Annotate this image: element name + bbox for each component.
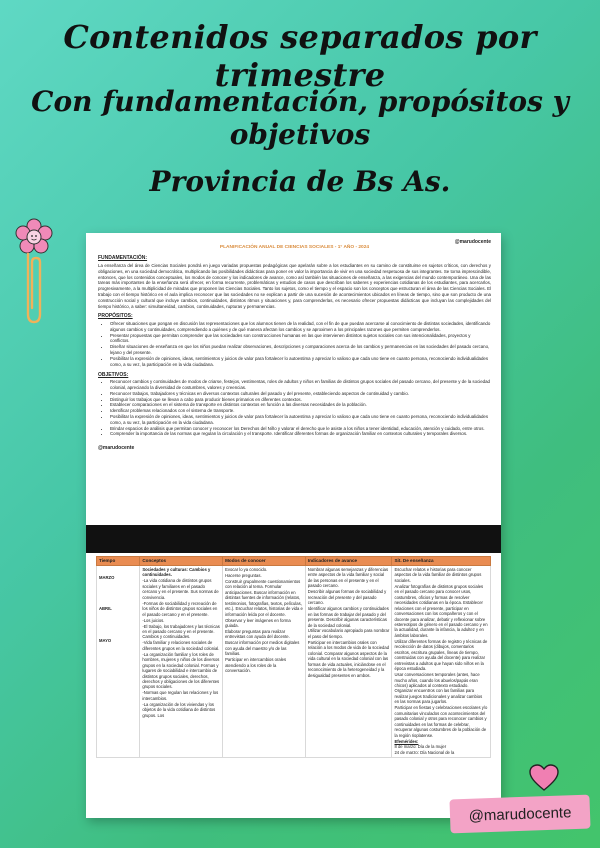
document-preview [86,233,501,818]
list-item: Hacerse preguntas. [225,572,262,578]
list-item: Participar en intercambios orales con relación a los modos de vida de la sociedad colonial. Comparar algunos aspectos de la vida cultural en la sociedad colonial con las formas de vida actuales, iniciándose en el reconocimiento de la heterogeneidad y la desigualdad presentes en ambos. [307,639,390,678]
modos-cell [223,565,306,757]
planning-table-page [96,556,491,818]
months-cell [97,565,140,757]
month-label: MARZO [99,574,115,580]
list-item: -Los juicios. [142,617,165,623]
list-item: Buscar información por medios digitales con ayuda del maestro y/o de las familias. [225,640,300,657]
plan-title: PLANIFICACIÓN ANUAL DE CIENCIAS SOCIALES - 1° AÑO - 2024 [219,245,370,250]
list-item: Identificar algunos cambios y continuidades en las formas de trabajar del pasado y del presente. Describir algunas características de la sociedad colonial. [307,606,389,628]
list-item: -La organización familiar y los roles de hombres, mujeres y niños de los diversos grupos en la sociedad colonial. Formas y lugares de sociabilidad e intercambio de distintos grupos sociales, derechos, derechos y obligaciones de los diferentes grupos sociales. [142,651,220,690]
list-item: • Distinguir los trabajos que se llevan a cabo para producir bienes primarios en diferentes contextos. [110,397,491,403]
fundamentacion-text: La enseñanza del área de Ciencias Sociales pondrá en juego variadas propuestas pedagógicas que apelarán sobre a los estudiantes en su camino de constituirse en sujetos críticos, con derechos y obligaciones, en una sociedad democrática, multiplicando las posibilidades didácticas para poner en valor la importancia de vivir en una sociedad respetuosa de sus integrantes. Se torna imprescindible, entonces, que los contenidos conceptuales, los modos de conocer y los indicadores de avance, como así también las situaciones de enseñanza, a las exigencias del mundo contemporáneo. Una de las tareas más importantes de la enseñanza será ofrecer, en forma recurrente, problemáticas y estudios de casos que describan los saberes y experiencias cotidianas de los estudiantes, para acercarlos, progresivamente, a la multiplicidad de miradas que proponen las Ciencias Sociales. Tanto los sujetos, como el tiempo y el espacio son los conceptos que estructuran el área de las Ciencias Sociales. El trabajo con el tiempo histórico en el aula implica reconocer que las sociedades no se explican a partir de una sucesión de acontecimientos ubicados en líneas de tiempo, sino que son producto de una construcción social y cultural que incluye cambios, continuidades, distintos ritmos y situaciones y, para comprenderlas, es necesario ofrecer propuestas didácticas que incluyan las complejidades del tiempo histórico, a saber: simultaneidad, cambios, continuidades, rupturas y permanencias. [98,262,491,309]
efemerides-heading: Efemérides: [394,738,419,744]
column-header: Indicadores de avance [305,557,392,566]
list-item: 8 de marzo: Día de la mujer [394,744,447,750]
objetivos-list [98,379,491,437]
list-item: • Establecer comparaciones en el sistema de transporte en distintos contextos en función a las diversas necesidades de la población. [110,402,491,408]
title-line-3: Provincia de Bs As. [149,165,451,198]
table-header-row [97,557,491,566]
fundamentacion-heading: FUNDAMENTACIÓN: [98,255,148,262]
propositos-list [98,321,491,368]
list-item: Utilizar diferentes formas de registro y técnicas de recolección de datos (dibujos, comentarios escritos, escritura grupales, líneas de tiempo, construidas con ayuda del docente) para realizar entrevistas a adultos que hayan sido niños en la época estudiada. [394,638,488,672]
list-item: Escuchar relatos e historias para conocer aspectos de la vida familiar de distintos grupos sociales. [394,566,482,583]
list-item: Usar conversaciones temporales (antes, hace mucho años, cuando los abuelos/papás eran chicos) aplicados al contexto estudiado. Organizar encuentros con las familias para realizar juegos tradicionales y analizar cambios en las normas para jugarlos. [394,672,483,705]
propositos-heading: PROPÓSITOS: [98,313,133,320]
list-item: • Posibilitar la expresión de opiniones, ideas, sentimientos y juicios de valor para fortalecer lo autoestima y apreciar lo valioso que cada uno tiene en cuanto persona, reconociendo individualidades como, a su vez, la participación en la vida ciudadana. [110,356,491,368]
list-item: Observar y leer imágenes en forma guiada. [225,617,291,628]
indicadores-cell [305,565,392,757]
list-item: • Posibilitar la expresión de opiniones, ideas, sentimientos y juicios de valor para fortalecer la autoestima y apreciar lo valioso que cada uno tiene en cuanto persona, reconociendo individualidades como, a su vez, la participación en la vida ciudadana. [110,414,491,426]
situaciones-cell [392,565,491,757]
list-item: 24 de marzo: Día Nacional de la [394,750,455,756]
list-item: Describir algunas formas de sociabilidad y recreación del presente y del pasado cercano. [307,589,387,606]
heart-icon [528,762,560,794]
concept-heading: Sociedades y culturas: Cambios y continuidades. [142,566,211,578]
planning-page [98,239,491,539]
list-item: Analizar fotografías de distintos grupos sociales en el pasado cercano para conocer usos, costumbres, oficios y formas de resolver necesidades cotidianas en la época. Establecer relaciones con el presente, participar en conversaciones con los compañeros y con el docente para analizar, debatir y reflexionar sobre estereotipos de género en el pasado cercano y en la actualidad, durante la infancia, la adultez y en ámbitos laborales. [394,583,488,638]
planning-table [96,556,491,758]
list-item: Evocar lo ya conocido. [225,566,268,572]
list-item: Utilizar vocabulario apropiado para nombrar el paso del tiempo. [307,628,390,639]
column-header: Sit. De enseñanza [392,557,491,566]
list-item: • Comprender la importancia de las normas que regulan la circulación y el transporte. Identificar diferentes formas de organización familiar en contextos culturales y temporales diversos. [110,431,491,437]
paperclip-icon [28,254,40,322]
list-item: • Diseñar situaciones de enseñanza en que los niños puedan realizar observaciones, descripciones y comparaciones acerca de los cambios y permanencias en las sociedades del pasado cercano, lejano y del presente. [110,344,491,356]
list-item: -Formas de sociabilidad y recreación de los niños de distintos grupos sociales en el pasado cercano y en el presente. [142,600,218,617]
title-line-1: Contenidos separados por trimestre [63,18,537,94]
list-item: -El trabajo, los trabajadores y las técnicas en el pasado cercano y en el presente. Cambios y continuidades. [142,623,220,640]
table-row [97,565,491,757]
list-item: Nombrar algunas semejanzas y diferencias entre aspectos de la vida familiar y social de las personas en el presente y en el pasado cercano. [307,566,389,589]
flower-icon [16,219,52,253]
list-item: • Brindar espacios de análisis que permitan conocer y reconocer los Derechos del Niño y valorar el derecho que le asiste a los niños a tener identidad, educación, atención y cuidado, entre otros. [110,426,491,432]
objetivos-heading: OBJETIVOS: [98,371,129,378]
list-item: Participar en fiestas y celebraciones escolares y/o comunitarias vinculados con acontecimientos del pasado colonial y otros para reconocer cambios y continuidades en las formas de celebrar, recuperar algunas costumbres de la población de la región rioplatense. [394,705,488,738]
author-badge: @marudocente [449,795,590,834]
month-label: ABRIL [99,606,112,612]
list-item: -Normas que regulan las relaciones y los intercambios. [142,690,219,701]
conceptos-cell [140,565,223,757]
list-item: -Vida familiar y relaciones sociales de diferentes grupos en la sociedad colonial. [142,640,220,651]
list-item: • Reconocer trabajos, trabajadores y técnicas en diversos contextos culturales del pasado y del presente, estableciendo aspectos de continuidad y cambio. [110,391,491,397]
list-item: • Identificar problemas relacionados con el sistema de transporte. [110,408,491,414]
title-line-2: Con fundamentación, propósitos y objetivos [31,85,569,151]
list-item: Construir grupalmente cuestionamientos con relación al tema. Formular anticipaciones. Buscar información en distintas fuentes de información (relatos, testimonios, fotografías, textos, películas, etc.). Escuchar relatos, historias de vida e información leída por el docente. [225,578,303,617]
column-header: Modos de conocer [223,557,306,566]
month-label: MAYO [99,637,112,643]
author-handle: @marudocente [454,239,491,245]
flower-paperclip-icon [14,218,54,328]
list-item: -La vida cotidiana de distintos grupos sociales y familiares en el pasado cercano y en el presente. Sus normas de convivencia. [142,578,219,600]
list-item: -La organización de los viviendas y los objetos de la vida cotidiana de distintos grupos. Los [142,701,216,718]
column-header: Conceptos [140,557,223,566]
column-header: Tiempo [97,557,140,566]
list-item: Elaborar preguntas para realizar entrevistas con ayuda del docente. [225,628,290,640]
list-item: • Presentar propuestas que permitan comprender que las sociedades son construcciones humanas en las que intervienen distintos sujetos sociales con sus intencionalidades, proyectos y conflictos. [110,333,491,345]
list-item: • Ofrecer situaciones que pongan en discusión las representaciones que los alumnos tienen de la realidad, con el fin de que puedan acercarse al conocimiento de distintas sociedades, identificando algunos cambios y continuidades, comprendiendo a quiénes y de qué manera afectan los cambios y se aproximen a los principales razones que permiten comprenderlos. [110,321,491,333]
author-handle-bottom: @marudocente [98,445,135,452]
page-divider [86,525,501,553]
list-item: Participar en intercambios orales atendiendo a los roles de la conversación. [225,657,287,674]
list-item: • Reconocer cambios y continuidades de modos de criarse, festejos, vestimentas, roles de adultos y niños en familias de distintos grupos sociales del pasado cercano, del presente y de la sociedad colonial, apreciando la diversidad de costumbres, valores y creencias. [110,379,491,391]
